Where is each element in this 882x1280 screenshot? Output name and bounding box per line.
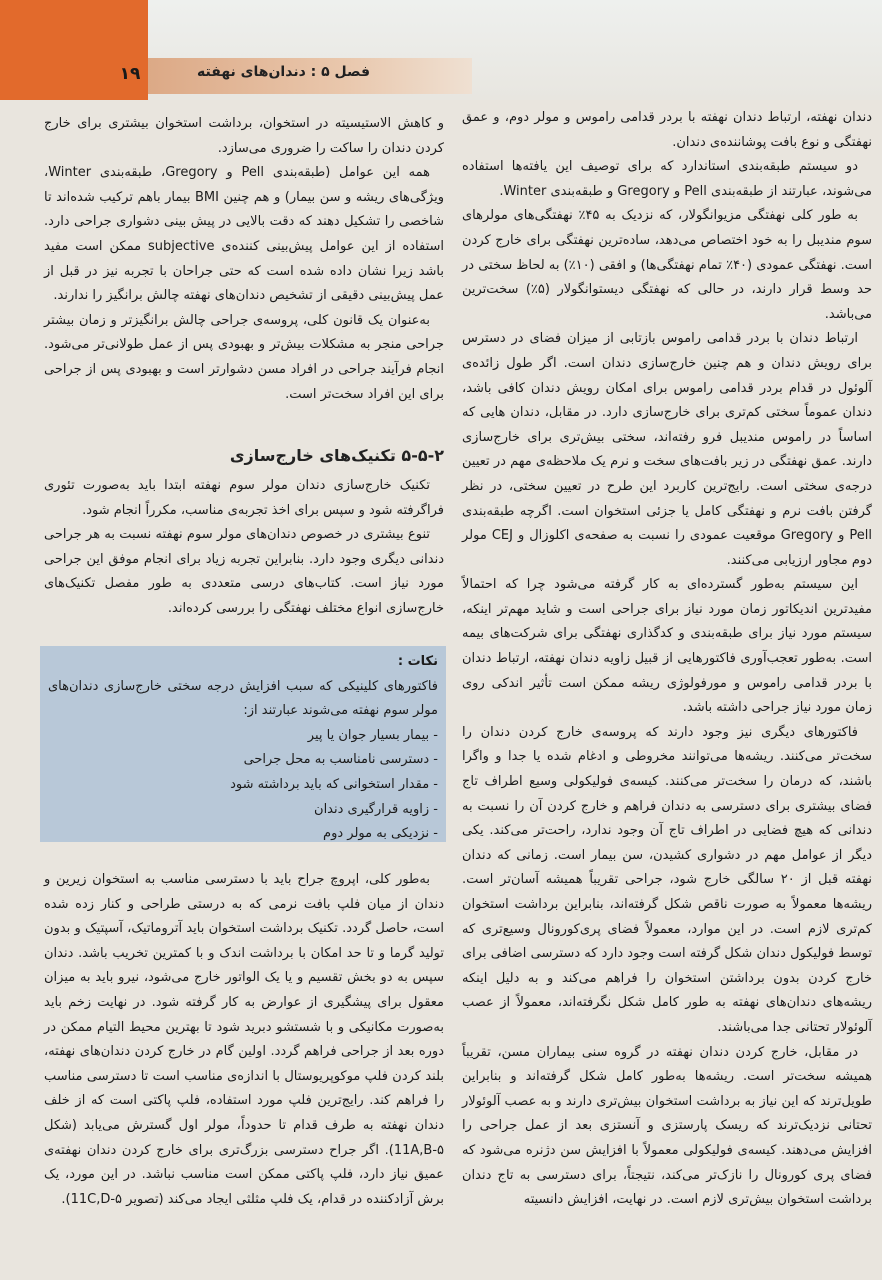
paragraph: فاکتورهای دیگری نیز وجود دارند که پروسه‌ی خارج کردن دندان را سخت‌تر می‌کنند. ریشه‌ها می‌توانند مخروطی و ادغام شده یا جدا و واگرا باشند، که درمان را سخت‌تر می‌کنند. کیسه‌ی فولیکولی وسیع اطراف تاج فضای بیشتری برای دسترسی به دندان فراهم و خارج کردن آن را نسبت به دندانی که هیچ فضایی در اطراف تاج آن وجود ندارد، راحت‌تر می‌کند. یکی دیگر از عوامل مهم در دشواری کشیدن، سن بیمار است. زمانی که دندان نهفته قبل از ۲۰ سالگی خارج شود، جراحی تقریباً همیشه آسان‌تر است. ریشه‌ها معمولاً به صورت ناقص شکل گرفته‌اند، بنابراین برداشت استخوان کم‌تری لازم است. در این موارد، معمولاً فضای پری‌کورونال وسیع‌تری که توسط فولیکول دندان شکل گرفته است وجود دارد که دسترسی اضافی برای خارج کردن بدون برداشتن استخوان را فراهم می‌کند و به دلیل اینکه ریشه‌های دندان‌های نهفته به طور کامل شکل نگرفته‌اند، معمولاً از عصب آلوئولار تحتانی جدا می‌باشند.: [462, 724, 872, 1035]
chapter-title: فصل ۵ : دندان‌های نهفته: [197, 64, 370, 80]
paragraph: در مقابل، خارج کردن دندان نهفته در گروه سنی بیماران مسن، تقریباً همیشه سخت‌تر است. ریشه‌ها به‌طور کامل شکل گرفته‌اند و بنابراین طویل‌ترند که این نیاز به برداشت استخوان بیش‌تری دارند و به عصب آلوئولار تحتانی نزدیک‌ترند که ریسک پارستزی و آنستزی بعد از عمل جراحی را افزایش می‌دهند. کیسه‌ی فولیکولی معمولاً با افزایش سن دژنره می‌شود که فضای پری کورونال را نازک‌تر می‌کند، نتیجتاً، برای دسترسی به تاج دندان برداشت استخوان بیش‌تری لازم است. در نهایت، افزایش دانسیته: [462, 1044, 872, 1208]
list-item: - دسترسی نامناسب به محل جراحی: [243, 752, 438, 768]
section-body: [44, 474, 444, 622]
paragraph: تکنیک خارج‌سازی دندان مولر سوم نهفته ابتدا باید به‌صورت تئوری فراگرفته شود و سپس برای اخذ تجربه‌ی مناسب، مکرراً انجام شود.: [44, 478, 444, 518]
left-column-top: [44, 112, 444, 407]
paragraph: دندان نهفته، ارتباط دندان نهفته با بردر قدامی راموس و مولر دوم، و عمق نهفتگی و نوع بافت پوشاننده‌ی دندان.: [462, 110, 872, 150]
section-heading: ۵-۵-۲ تکنیک‌های خارج‌سازی: [229, 446, 444, 465]
page-number: ۱۹: [119, 64, 141, 84]
list-item: - بیمار بسیار جوان یا پیر: [307, 727, 438, 743]
paragraph: به‌عنوان یک قانون کلی، پروسه‌ی جراحی چالش برانگیزتر و زمان بیشتر جراحی منجر به مشکلات بیش‌تر و بهبودی پس از عمل طولانی‌تر می‌شود. انجام فرآیند جراحی در افراد مسن دشوارتر است و بهبودی پس از جراحی برای این افراد سخت‌تر است.: [44, 312, 444, 402]
header-accent-block: [0, 0, 148, 100]
paragraph: ارتباط دندان با بردر قدامی راموس بازتابی از میزان فضای در دسترس برای رویش دندان و هم چنین خارج‌سازی دندان است. اگر طول زائده‌ی آلوئول در قدام بردر قدامی راموس برای امکان رویش دندان کافی باشد، دندان عموماً سختی کم‌تری برای خارج‌سازی دارد. در مقابل، دندان هایی که اساساً در راموس مندیبل فرو رفته‌اند، سختی بیش‌تری برای خارج‌سازی دارند. عمق نهفتگی در زیر بافت‌های سخت و نرم یک ملاحظه‌ی مهم در تعیین درجه‌ی سختی است. رایج‌ترین کاربرد این طرح در تعیین سختی، در نظر گرفتن بافت نرم و نهفتگی کامل یا جزئی استخوان است. اگرچه طبقه‌بندی Pell و Gregory موقعیت عمودی را نسبت به صفحه‌ی اکلوزال و CEJ مولر دوم مجاور ارزیابی می‌کنند.: [462, 331, 872, 568]
list-item: - مقدار استخوانی که باید برداشته شود: [230, 776, 438, 792]
list-item: - نزدیکی به مولر دوم: [323, 826, 438, 842]
paragraph: به‌طور کلی، اپروچ جراح باید با دسترسی مناسب به استخوان زیرین و دندان از میان فلپ بافت نرمی که به درستی طراحی و کنار زده شده است، حاصل گردد. تکنیک برداشت استخوان باید آتروماتیک، آسپتیک و بدون تولید گرما و تا حد امکان با برداشت اندک و با کمترین تخریب باشد. دندان سپس به دو بخش تقسیم و یا یک الواتور خارج می‌شود، نیرو باید به میزان معقول برای پیشگیری از عوارض به کار گرفته شود. در نهایت زخم باید به‌صورت مکانیکی و با شستشو دبرید شود تا بهترین محیط التیام ممکن در دوره بعد از جراحی فراهم گردد. اولین گام در خارج کردن دندان‌های نهفته، بلند کردن فلپ موکوپریوستال با اندازه‌ی مناسب است تا دسترسی مناسب را فراهم کند. رایج‌ترین فلپ مورد استفاده، فلپ پاکتی است که از خلف دندان نهفته به طرف قدام تا حدوداً، مولر اول گسترش می‌یابد (شکل ۵-11A,B). اگر جراح دسترسی بزرگ‌تری برای خارج کردن دندان نهفته‌ی عمیق نیاز دارد، فلپ پاکتی ممکن است مناسب نباشد. در این مورد، یک برش آزادکننده در قدام، یک فلپ مثلثی ایجاد می‌کند (تصویر ۵-11C,D).: [44, 872, 444, 1207]
paragraph: دو سیستم طبقه‌بندی استاندارد که برای توصیف این یافته‌ها استفاده می‌شوند، عبارتند از طبقه‌بندی Pell و Gregory و طبقه‌بندی Winter.: [462, 159, 872, 199]
notes-intro: فاکتورهای کلینیکی که سبب افزایش درجه سختی خارج‌سازی دندان‌های مولر سوم نهفته می‌شوند عبارتند از:: [48, 678, 438, 719]
paragraph: به طور کلی نهفتگی مزیوانگولار، که نزدیک به ۴۵٪ نهفتگی‌های مولرهای سوم مندیبل را به خود اختصاص می‌دهد، ساده‌ترین نهفتگی برای خارج کردن است. نهفتگی عمودی (۴۰٪ تمام نهفتگی‌ها) و افقی (۱۰٪) به لحاظ سختی در حد وسط قرار دارند، در حالی که نهفتگی دیستوانگولار (۵٪) سخت‌ترین می‌باشد.: [462, 208, 873, 322]
notes-title: نکات :: [397, 654, 438, 669]
right-column: [462, 106, 872, 1213]
paragraph: این سیستم به‌طور گسترده‌ای به کار گرفته می‌شود چرا که احتمالاً مفیدترین اندیکاتور زمان مورد نیاز برای جراحی است و شاید مهم‌تر اینکه، سیستم مورد نیاز برای طبقه‌بندی و کدگذاری نهفتگی برای شرکت‌های بیمه است. به‌طور تعجب‌آوری فاکتورهایی از قبیل زاویه دندان نهفته، ارتباط دندان با بردر قدامی راموس و مورفولوژی ریشه ممکن است تأثیر اندکی روی زمان مورد نیاز جراحی داشته باشد.: [462, 577, 872, 716]
notes-list: [48, 724, 438, 847]
notes-box: [40, 646, 446, 842]
paragraph: همه این عوامل (طبقه‌بندی Pell و Gregory، طبقه‌بندی Winter، ویژگی‌های ریشه و سن بیمار) و هم چنین BMI بیمار باهم ترکیب شده‌اند تا شاخصی را تشکیل دهند که دقت بالایی در پیش بینی دشواری جراحی دارد. استفاده از این عوامل پیش‌بینی کننده‌ی subjective ممکن است مفید باشد زیرا نشان داده شده است که حتی جراحان با تجربه نیز در قبل از عمل پیش‌بینی دقیقی از تشخیص دندان‌های نهفته چالش برانگیز را ندارند.: [44, 165, 445, 304]
paragraph: تنوع بیشتری در خصوص دندان‌های مولر سوم نهفته نسبت به هر جراحی دندانی دیگری وجود دارد. بنابراین تجربه زیاد برای انجام موفق این جراحی مورد نیاز است. کتاب‌های درسی متعددی به طور مفصل تکنیک‌های خارج‌سازی انواع مختلف نهفتگی را بررسی کرده‌اند.: [44, 527, 444, 616]
paragraph: و کاهش الاستیسیته در استخوان، برداشت استخوان بیشتری برای خارج کردن دندان را ساکت را ضروری می‌سازد.: [44, 116, 444, 156]
left-column-bottom: [44, 868, 444, 1212]
list-item: - زاویه قرارگیری دندان: [314, 801, 438, 817]
